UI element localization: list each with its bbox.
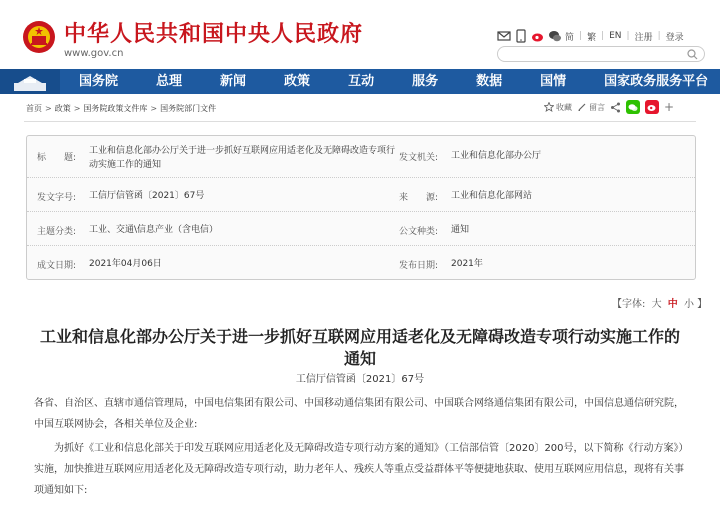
divider — [24, 121, 696, 122]
breadcrumb-separator: > — [150, 104, 158, 113]
nav-item-national-conditions[interactable]: 国情 — [540, 74, 567, 89]
meta-issuer-label: 发文机关: — [399, 153, 439, 163]
search-icon[interactable] — [687, 49, 698, 60]
article-tools — [544, 100, 674, 114]
article-title: 工业和信息化部办公厅关于进一步抓好互联网应用适老化及无障碍改造专项行动实施工作的通知 — [40, 327, 681, 368]
breadcrumb-department-docs[interactable]: 国务院部门文件 — [160, 104, 217, 113]
weibo-share-icon[interactable] — [645, 100, 659, 114]
site-title[interactable]: 中华人民共和国中央人民政府 — [64, 22, 364, 47]
font-size-close: 】 — [697, 299, 708, 310]
nav-item-services[interactable]: 服务 — [412, 74, 439, 89]
breadcrumb — [26, 103, 216, 114]
wechat-icon[interactable] — [548, 29, 562, 43]
comment-button[interactable] — [577, 102, 605, 113]
font-size-switch — [612, 295, 707, 310]
breadcrumb-policy[interactable]: 政策 — [54, 104, 71, 113]
article-paragraph-recipients: 各省、自治区、直辖市通信管理局，中国电信集团有限公司、中国移动通信集团有限公司、中国联合网络通信集团有限公司，中国信息通信研究院，中国互联网协会，各相关单位及企业: — [34, 398, 684, 430]
meta-pubdate-value: 2021年 — [451, 259, 483, 269]
star-icon — [544, 102, 554, 112]
meta-source-value: 工业和信息化部网站 — [451, 191, 533, 201]
meta-source-label: 来 源: — [399, 193, 439, 203]
site-header — [0, 0, 720, 68]
tiananmen-logo-icon[interactable] — [0, 69, 60, 94]
more-share-button[interactable]: + — [664, 100, 675, 114]
separator: | — [657, 31, 661, 41]
meta-row-date — [27, 246, 695, 280]
national-emblem-icon[interactable] — [22, 20, 56, 54]
wechat-share-icon[interactable] — [626, 100, 640, 114]
main-nav — [0, 69, 720, 94]
traditional-chinese-link[interactable]: 繁 — [587, 32, 597, 43]
search-input[interactable] — [506, 52, 686, 66]
mobile-icon[interactable] — [514, 29, 528, 43]
document-metadata — [26, 135, 696, 280]
nav-item-premier[interactable]: 总理 — [156, 74, 183, 89]
search-box — [497, 46, 705, 62]
collect-label: 收藏 — [556, 102, 572, 112]
breadcrumb-separator: > — [45, 104, 52, 113]
meta-topic-label: 主题分类: — [37, 227, 77, 237]
meta-issuer-value: 工业和信息化部办公厅 — [451, 151, 542, 161]
nav-item-state-council[interactable]: 国务院 — [79, 74, 119, 89]
meta-title-label: 标 题: — [37, 153, 77, 163]
english-link[interactable]: EN — [609, 31, 622, 41]
separator: | — [579, 31, 583, 41]
breadcrumb-home[interactable]: 首页 — [26, 104, 42, 113]
font-size-large[interactable]: 大 — [651, 299, 662, 310]
meta-row-docno — [27, 178, 695, 212]
meta-type-label: 公文种类: — [399, 227, 439, 237]
login-link[interactable]: 登录 — [665, 32, 684, 43]
article-paragraph-intro: 为抓好《工业和信息化部关于印发互联网应用适老化及无障碍改造专项行动方案的通知》（工信部信管〔2020〕200号，以下简称《行动方案》）实施，加快推进互联网应用适老化及无障碍改造专项行动，助力老年人、残疾人等重点受益群体平等便捷地获取、使用互联网应用信息，现将有关事项通知如下: — [34, 443, 684, 496]
meta-row-topic — [27, 212, 695, 246]
breadcrumb-policy-library[interactable]: 国务院政策文件库 — [83, 104, 148, 113]
meta-docno-label: 发文字号: — [37, 193, 77, 203]
collect-button[interactable] — [544, 102, 572, 113]
font-size-open: 【字体: — [612, 299, 646, 310]
separator: | — [626, 31, 630, 41]
nav-item-gov-service-platform[interactable]: 国家政务服务平台 — [604, 74, 709, 89]
meta-date-value: 2021年04月06日 — [89, 259, 162, 269]
breadcrumb-separator: > — [73, 104, 81, 113]
simplified-chinese-link[interactable]: 简 — [565, 32, 575, 43]
meta-topic-value: 工业、交通\信息产业（含电信） — [89, 225, 219, 235]
nav-items — [60, 69, 720, 94]
meta-row-title — [27, 136, 695, 178]
font-size-medium[interactable]: 中 — [667, 299, 678, 310]
nav-item-news[interactable]: 新闻 — [220, 74, 247, 89]
comment-label: 留言 — [589, 102, 605, 112]
site-url: www.gov.cn — [64, 48, 124, 59]
separator: | — [601, 31, 605, 41]
font-size-small[interactable]: 小 — [683, 299, 694, 310]
meta-docno-value: 工信厅信管函〔2021〕67号 — [89, 191, 205, 201]
pencil-icon — [577, 102, 587, 112]
register-link[interactable]: 注册 — [634, 32, 653, 43]
top-links — [497, 28, 684, 44]
meta-pubdate-label: 发布日期: — [399, 261, 439, 271]
nav-item-data[interactable]: 数据 — [476, 74, 503, 89]
nav-item-policy[interactable]: 政策 — [284, 74, 311, 89]
meta-title-value: 工业和信息化部办公厅关于进一步抓好互联网应用适老化及无障碍改造专项行动实施工作的通知 — [89, 146, 396, 170]
share-icon[interactable] — [610, 102, 621, 113]
weibo-icon[interactable] — [531, 29, 545, 43]
article-doc-number: 工信厅信管函〔2021〕67号 — [295, 374, 425, 385]
nav-item-interaction[interactable]: 互动 — [348, 74, 375, 89]
meta-date-label: 成文日期: — [37, 261, 77, 271]
breadcrumb-row — [0, 98, 720, 120]
mail-icon[interactable] — [497, 29, 511, 43]
meta-type-value: 通知 — [451, 225, 470, 235]
